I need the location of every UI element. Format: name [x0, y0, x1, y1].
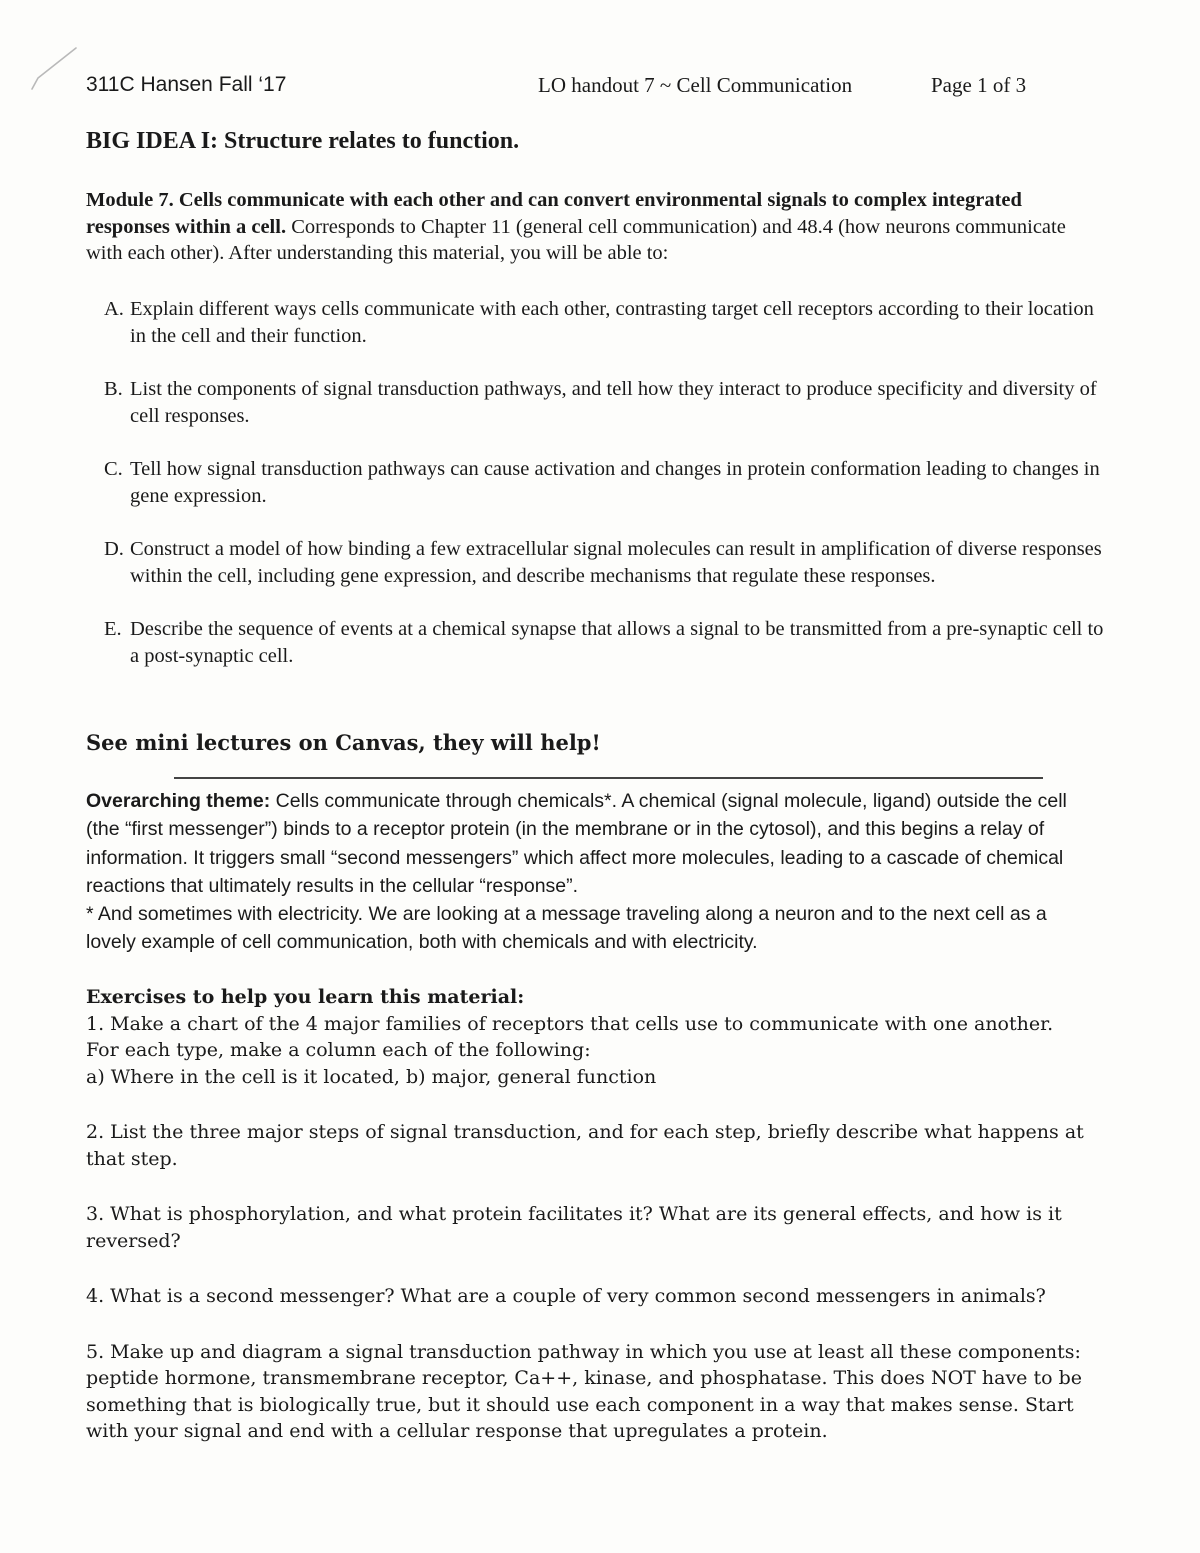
- exercise-2: 2. List the three major steps of signal transduction, and for each step, briefly describe what happens at that step.: [86, 1121, 1084, 1170]
- module-text: Corresponds to Chapter 11 (general cell communication) and 48.4 (how neurons communicate with each other). After understanding this material, you will be able to:: [86, 215, 1066, 264]
- course-label: 311C Hansen Fall ‘17: [86, 73, 287, 96]
- objective-item: [104, 376, 1104, 429]
- overarching-theme: [86, 787, 1101, 957]
- objective-letter: C.: [104, 458, 123, 480]
- exercises-section: [86, 984, 1098, 1445]
- theme-text: Cells communicate through chemicals*. A chemical (signal molecule, ligand) outside the cell (the “first messenger”) binds to a receptor protein (in the membrane or in the cytosol), and this begins a relay of information. It triggers small “second messengers” which affect more molecules, leading to a cascade of chemical reactions that ultimately results in the cellular “response”.: [86, 790, 1067, 897]
- objective-item: [104, 536, 1104, 589]
- exercise-3: 3. What is phosphorylation, and what protein facilitates it? What are its general effects, and how is it reversed?: [86, 1203, 1062, 1252]
- objective-text: List the components of signal transduction pathways, and tell how they interact to produce specificity and diversity of cell responses.: [130, 378, 1097, 427]
- learning-objectives: [104, 296, 1104, 696]
- objective-letter: E.: [104, 618, 122, 640]
- big-idea-heading: BIG IDEA I: Structure relates to function.: [86, 128, 520, 154]
- page-number: Page 1 of 3: [931, 73, 1027, 97]
- objective-letter: B.: [104, 378, 123, 400]
- objective-text: Explain different ways cells communicate with each other, contrasting target cell receptors according to their location in the cell and their function.: [130, 298, 1094, 347]
- objective-letter: A.: [104, 298, 124, 320]
- pen-check-mark: [30, 44, 80, 94]
- objective-text: Describe the sequence of events at a chemical synapse that allows a signal to be transmitted from a pre-synaptic cell to a post-synaptic cell.: [130, 618, 1104, 667]
- exercise-1-line-1: 1. Make a chart of the 4 major families of receptors that cells use to communicate with one another.: [86, 1012, 1054, 1035]
- exercise-5: 5. Make up and diagram a signal transduction pathway in which you use at least all these components: peptide hormone, transmembrane receptor, Ca++, kinase, and phosphatase. This does NOT have to be something that is biologically true, but it should use each component in a way that makes sense. Start with your signal and end with a cellular response that upregulates a protein.: [86, 1340, 1082, 1442]
- exercise-1-line-2: For each type, make a column each of the following:: [86, 1039, 591, 1061]
- objective-text: Construct a model of how binding a few extracellular signal molecules can result in amplification of diverse responses within the cell, including gene expression, and describe mechanisms that regulate these responses.: [130, 538, 1102, 587]
- objective-item: [104, 456, 1104, 509]
- module-intro: [86, 187, 1096, 267]
- objective-text: Tell how signal transduction pathways can cause activation and changes in protein conformation leading to changes in gene expression.: [130, 458, 1100, 507]
- mini-lectures-note: See mini lectures on Canvas, they will help!: [86, 730, 601, 755]
- exercise-1-line-3: a) Where in the cell is it located, b) major, general function: [86, 1065, 657, 1088]
- handout-title: LO handout 7 ~ Cell Communication: [538, 73, 853, 97]
- exercises-title: Exercises to help you learn this material:: [86, 986, 525, 1008]
- page-header: [86, 73, 1046, 103]
- theme-footnote: * And sometimes with electricity. We are looking at a message traveling along a neuron and to the next cell as a lovely example of cell communication, both with chemicals and with electricity.: [86, 903, 1047, 954]
- theme-label: Overarching theme:: [86, 790, 271, 812]
- theme-paragraph: [86, 787, 1101, 900]
- objective-letter: D.: [104, 538, 124, 560]
- objective-item: [104, 616, 1104, 669]
- section-divider: [174, 777, 1043, 779]
- objective-item: [104, 296, 1104, 349]
- module-lead: Module 7. Cells communicate with each other and can convert environmental signals to complex integrated responses within a cell.: [86, 189, 1022, 238]
- exercise-4: 4. What is a second messenger? What are a couple of very common second messengers in animals?: [86, 1285, 1046, 1307]
